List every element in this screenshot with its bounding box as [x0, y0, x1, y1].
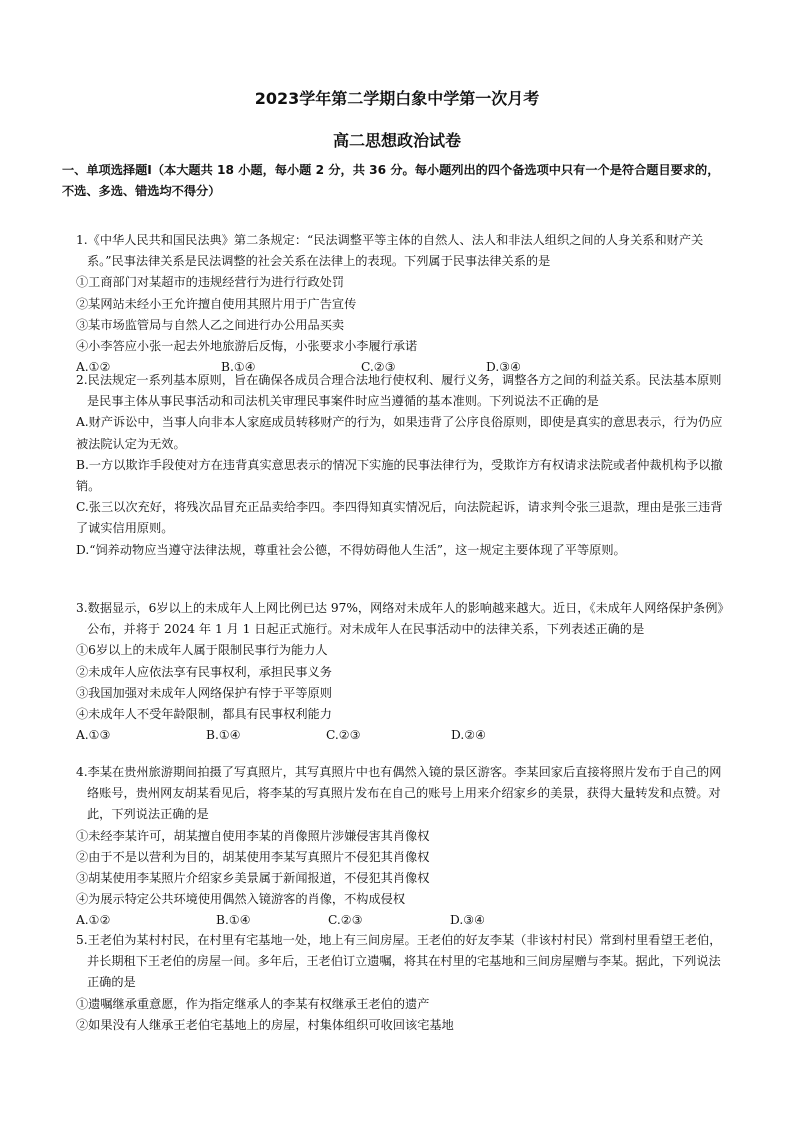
statement: ④未成年人不受年龄限制，都具有民事权利能力: [76, 707, 332, 722]
statement: ③胡某使用李某照片介绍家乡美景属于新闻报道，不侵犯其肖像权: [76, 871, 430, 886]
statement: ③某市场监管局与自然人乙之间进行办公用品买卖: [76, 317, 345, 332]
exam-title: 2023学年第二学期白象中学第一次月考: [254, 89, 540, 108]
statement: ③我国加强对未成年人网络保护有悖于平等原则: [76, 685, 332, 700]
choice-d[interactable]: D.②④: [451, 728, 487, 743]
choice-b[interactable]: B.①④: [216, 913, 251, 928]
statement: ①遗嘱继承重意愿，作为指定继承人的李某有权继承王老伯的遗产: [76, 996, 430, 1011]
question-stem: 1.《中华人民共和国民法典》第二条规定：“民法调整平等主体的自然人、法人和非法人组织之间的人身关系和财产关系。”民事法律关系是民法调整的社会关系在法律上的表现。下列属于民事法律关系的是: [76, 233, 704, 269]
option-b[interactable]: B.一方以欺诈手段使对方在违背真实意思表示的情况下实施的民事法律行为，受欺诈方有权请求法院或者仲裁机构予以撤销。: [76, 457, 723, 494]
question-2: [76, 370, 726, 561]
question-1: [76, 230, 726, 378]
option-c[interactable]: C.张三以次充好，将残次品冒充正品卖给李四。李四得知真实情况后，向法院起诉，请求判令张三退款，理由是张三违背了诚实信用原则。: [76, 500, 723, 536]
answer-choices: [76, 910, 726, 931]
option-a[interactable]: A.财产诉讼中，当事人向非本人家庭成员转移财产的行为，如果违背了公序良俗原则，即使是真实的意思表示，行为仍应被法院认定为无效。: [76, 415, 723, 451]
exam-subtitle: 高二思想政治试卷: [332, 131, 461, 150]
choice-a[interactable]: A.①③: [76, 728, 111, 743]
choice-a[interactable]: A.①②: [76, 913, 111, 928]
question-stem: 4.李某在贵州旅游期间拍摄了写真照片，其写真照片中也有偶然入镜的景区游客。李某回家后直接将照片发布于自己的网络账号，贵州网友胡某看见后，将李某的写真照片发布在自己的账号上用来介绍家乡的美景，获得大量转发和点赞。对此，下列说法正确的是: [76, 765, 722, 822]
question-3: [76, 598, 726, 746]
choice-c[interactable]: C.②③: [361, 360, 396, 375]
section-heading: 一、单项选择题Ⅰ（本大题共 18 小题，每小题 2 分，共 36 分。每小题列出的四个备选项中只有一个是符合题目要求的，不选、多选、错选均不得分）: [62, 163, 720, 198]
choice-b[interactable]: B.①④: [221, 360, 256, 375]
question-5: [76, 930, 726, 1036]
choice-a[interactable]: A.①②: [76, 360, 111, 375]
question-4: [76, 762, 726, 932]
answer-choices: [76, 725, 726, 746]
choice-b[interactable]: B.①④: [206, 728, 241, 743]
question-stem: 5.王老伯为某村村民，在村里有宅基地一处，地上有三间房屋。王老伯的好友李某（非该村村民）常到村里看望王老伯，并长期租下王老伯的房屋一间。多年后，王老伯订立遗嘱，将其在村里的宅基地和三间房屋赠与李某。据此，下列说法正确的是: [76, 933, 722, 990]
choice-d[interactable]: D.③④: [450, 913, 486, 928]
question-stem: 3.数据显示，6岁以上的未成年人上网比例已达 97%，网络对未成年人的影响越来越大。近日，《未成年人网络保护条例》公布，并将于 2024 年 1 月 1 日起正式施行。对未成年人在民事活动中的法律关系，下列表述正确的是: [76, 601, 724, 637]
statement: ①6岁以上的未成年人属于限制民事行为能力人: [76, 643, 328, 658]
choice-c[interactable]: C.②③: [326, 728, 361, 743]
choice-c[interactable]: C.②③: [328, 913, 363, 928]
statement: ②未成年人应依法享有民事权利，承担民事义务: [76, 664, 332, 679]
statement: ①工商部门对某超市的违规经营行为进行行政处罚: [76, 275, 345, 290]
option-d[interactable]: D.“饲养动物应当遵守法律法规，尊重社会公德，不得妨碍他人生活”，这一规定主要体现了平等原则。: [76, 542, 626, 557]
statement: ④为展示特定公共环境使用偶然入镜游客的肖像，不构成侵权: [76, 892, 406, 907]
choice-d[interactable]: D.③④: [486, 360, 522, 375]
statement: ④小李答应小张一起去外地旅游后反悔，小张要求小李履行承诺: [76, 339, 418, 354]
statement: ②由于不是以营利为目的，胡某使用李某写真照片不侵犯其肖像权: [76, 849, 430, 864]
question-stem: 2.民法规定一系列基本原则，旨在确保各成员合理合法地行使权利、履行义务，调整各方之间的利益关系。民法基本原则是民事主体从事民事活动和司法机关审理民事案件时应当遵循的基本准则。下列说法不正确的是: [76, 373, 722, 409]
statement: ①未经李某许可，胡某擅自使用李某的肖像照片涉嫌侵害其肖像权: [76, 828, 430, 843]
statement: ②如果没有人继承王老伯宅基地上的房屋，村集体组织可收回该宅基地: [76, 1017, 454, 1032]
statement: ②某网站未经小王允许擅自使用其照片用于广告宣传: [76, 296, 357, 311]
